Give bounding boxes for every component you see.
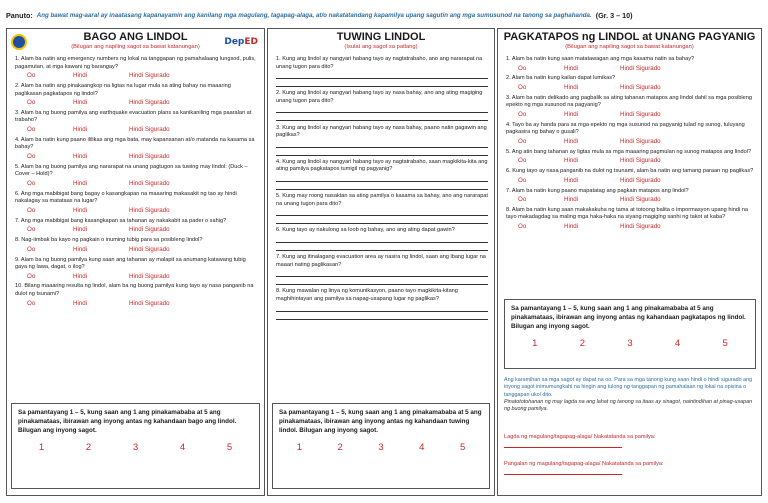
question-text: 6. Ang mga mabibigat bang bagay o kasangkapan na maaaring makasakit ng tao ay hindi nakalagay sa matataas na lugar? xyxy=(15,190,237,205)
answer-option[interactable]: Hindi Sigurado xyxy=(620,110,661,118)
question-text: 3. Kung ang lindol ay nangyari habang tayo ay nasa bahay, paano natin gagawin ang paglikas? xyxy=(276,124,487,139)
answer-option[interactable]: Hindi Sigurado xyxy=(129,152,170,160)
before-question-list xyxy=(7,50,264,308)
answer-option[interactable]: Hindi Sigurado xyxy=(129,206,170,214)
answer-options xyxy=(506,111,755,119)
answer-option[interactable]: Hindi Sigurado xyxy=(129,179,170,187)
question-item xyxy=(276,56,488,87)
question-item xyxy=(15,237,258,254)
answer-note xyxy=(504,377,757,413)
question-item xyxy=(506,95,755,119)
rating-number[interactable]: 3 xyxy=(378,442,384,454)
answer-option[interactable]: Hindi Sigurado xyxy=(620,196,661,204)
rating-number[interactable]: 2 xyxy=(337,442,343,454)
answer-option[interactable]: Hindi Sigurado xyxy=(620,176,661,184)
attestation-text: Pinatototohanan ng may lagda na ang lahat ng tanong sa itaas ay sinagot, naintindihan at pinag-usapan ng buong pamilya. xyxy=(504,398,753,413)
question-text: 4. Tayo ba ay handa para sa mga epekto ng mga susunod na pagyanig tulad ng sunog, tuluyang pagkasira ng bahay o gusali? xyxy=(506,121,745,136)
answer-option[interactable]: Hindi Sigurado xyxy=(620,223,661,231)
answer-options xyxy=(15,300,258,308)
during-subtitle: (Isulat ang sagot sa patlang) xyxy=(344,44,418,50)
answer-options xyxy=(15,72,258,80)
question-text: 3. Alam ba ng buong pamilya ang earthquake evacuation plans sa kanikaniling mga paaralan at trabaho? xyxy=(15,109,252,124)
answer-options xyxy=(506,196,755,204)
question-item xyxy=(506,149,755,166)
answer-option[interactable]: Hindi xyxy=(73,245,88,253)
answer-option[interactable]: Hindi xyxy=(564,110,579,118)
question-text: 2. Alam ba natin kung kailan dapat lumikas? xyxy=(506,75,616,82)
answer-option[interactable]: Hindi Sigurado xyxy=(129,126,170,133)
rating-number[interactable]: 5 xyxy=(722,338,728,350)
question-item xyxy=(15,137,258,161)
question-text: 5. Kung may roong nasaktan sa ating pamilya o kasama sa bahay, ano ang nararapat na unang tugon para dito? xyxy=(276,193,488,207)
question-item xyxy=(276,193,488,224)
after-title: PAGKATAPOS ng LINDOL at UNANG PAGYANIG xyxy=(503,31,756,43)
answer-options xyxy=(15,207,258,215)
question-item xyxy=(276,125,488,156)
answer-options xyxy=(15,226,258,234)
answer-line[interactable] xyxy=(276,313,488,320)
answer-line[interactable] xyxy=(276,175,488,182)
answer-option[interactable]: Oo xyxy=(27,206,36,214)
answer-option[interactable]: Hindi xyxy=(564,64,579,72)
question-item xyxy=(15,110,258,134)
name-label: Pangalan ng magulang/tagapag-alaga/ Nakatatanda sa pamilya: xyxy=(504,461,664,467)
answer-option[interactable]: Oo xyxy=(27,245,36,253)
instructions-text: Ang bawat mag-aaral ay inaatasang kapanayamin ang kanilang mga magulang, tagapag-alaga, at/o nakatatandang kapamilya upang sagutin ang mga sumusunod na tanong sa paghahanda. xyxy=(36,11,592,19)
question-text: 5. Alam ba ng buong pamilya ang nararapat na unang pagtugon sa tuwing may lindol: (Duck – Cover – Hold)? xyxy=(15,163,248,178)
answer-option[interactable]: Oo xyxy=(518,137,527,145)
name-field[interactable] xyxy=(504,461,754,479)
answer-line[interactable] xyxy=(276,106,488,113)
question-item xyxy=(506,207,755,231)
during-rating-box xyxy=(272,403,490,489)
answer-line[interactable] xyxy=(276,114,488,121)
question-item xyxy=(506,56,755,73)
answer-option[interactable]: Oo xyxy=(518,176,527,184)
question-item xyxy=(15,56,258,80)
signature-label: Lagda ng magulang/tagapag-alaga/ Nakatatanda sa pamilya: xyxy=(504,434,656,440)
answer-line[interactable] xyxy=(276,80,488,87)
answer-option[interactable]: Hindi xyxy=(73,152,88,160)
question-item xyxy=(506,188,755,205)
answer-options xyxy=(506,138,755,146)
question-item xyxy=(506,75,755,92)
before-title: BAGO ANG LINDOL xyxy=(83,31,188,43)
question-text: 10. Bilang maaaring resulta ng lindol, alam ba ng buong pamilya kung tayo ay nasa panganib na dulot ng tsunami? xyxy=(15,283,254,298)
answer-option[interactable]: Oo xyxy=(27,126,36,133)
question-text: 4. Alam ba natin kung paano ililikas ang mga bata, may kapansanan at/o matanda na kasama sa bahay? xyxy=(15,136,255,151)
during-rating-scale xyxy=(279,441,483,455)
answer-option[interactable]: Hindi xyxy=(73,226,88,234)
answer-option[interactable]: Hindi Sigurado xyxy=(620,64,661,72)
answer-line[interactable] xyxy=(276,183,488,190)
question-item xyxy=(15,164,258,188)
after-earthquake-section xyxy=(497,28,762,496)
rating-number[interactable]: 2 xyxy=(85,442,92,454)
answer-option[interactable]: Oo xyxy=(27,99,36,107)
answer-option[interactable]: Oo xyxy=(518,83,527,91)
answer-options xyxy=(15,99,258,107)
answer-option[interactable]: Oo xyxy=(518,64,527,72)
before-earthquake-section xyxy=(6,28,265,496)
question-item xyxy=(276,90,488,121)
question-text: 7. Alam ba natin kung paano mapatatag ang pagkain matapos ang lindol? xyxy=(506,187,689,194)
answer-line[interactable] xyxy=(276,149,488,156)
question-item xyxy=(276,254,488,285)
answer-options xyxy=(506,157,755,165)
question-item xyxy=(276,227,488,251)
answer-line[interactable] xyxy=(276,72,488,79)
rating-number[interactable]: 5 xyxy=(459,442,466,454)
answer-option[interactable]: Hindi Sigurado xyxy=(129,272,170,280)
answer-option[interactable]: Oo xyxy=(27,152,36,160)
answer-option[interactable]: Hindi Sigurado xyxy=(129,99,170,107)
before-rating-text: Sa pamantayang 1 – 5, kung saan ang 1 ang pinakamababa at 5 ang pinakamataas, ibirawan ang inyong antas ng kahandaan bago ang lindol. Bilugan ang inyong sagot. xyxy=(18,409,237,435)
question-text: 6. Kung tayo ay nakulong sa loob ng bahay, ano ang ating dapat gawin? xyxy=(276,227,455,234)
answer-note-text: Ang karamihan sa mga sagot ay dapat na oo. Para sa mga tanong kung saan hindi o hindi sigurado ang inyong sagot inimumungkahi na hingin ang tulong ng tanggapan ng pamahalaan ng lokal na opisina o tanggapan ukol dito. xyxy=(504,377,753,398)
rating-number[interactable]: 4 xyxy=(179,442,186,454)
answer-option[interactable]: Hindi xyxy=(564,157,579,165)
answer-option[interactable]: Oo xyxy=(27,72,36,80)
answer-option[interactable]: Hindi xyxy=(73,99,88,107)
answer-option[interactable]: Oo xyxy=(518,157,527,165)
signature-line[interactable] xyxy=(504,442,622,448)
during-title: TUWING LINDOL xyxy=(336,31,426,43)
answer-option[interactable]: Oo xyxy=(27,179,36,187)
rating-number[interactable]: 4 xyxy=(419,442,425,454)
during-earthquake-section xyxy=(267,28,495,496)
question-item xyxy=(15,83,258,107)
question-text: 7. Kung ang itinalagang evacuation area ay nasira ng lindol, saan ang ibang lugar na maaari nating paglikasan? xyxy=(276,254,486,268)
signature-field[interactable] xyxy=(504,434,754,452)
question-text: 3. Alam ba natin delikado ang pagbalik sa ating tahanan matapos ang lindol dahil sa mga posibleng epekto ng mga susunod na pagyanig? xyxy=(506,94,752,109)
answer-option[interactable]: Hindi xyxy=(564,196,579,204)
answer-option[interactable]: Oo xyxy=(518,223,527,231)
answer-option[interactable]: Hindi xyxy=(564,176,579,184)
question-text: 8. Nag-iimbak ba kayo ng pagkain o inuming tubig para sa posibleng lindol? xyxy=(15,237,203,244)
answer-option[interactable]: Hindi Sigurado xyxy=(620,137,661,145)
question-text: 6. Kung tayo ay nasa panganib na dulot ng tsunami, alam ba natin ang tamang paraan ng paglikas? xyxy=(506,168,754,175)
answer-options xyxy=(15,153,258,161)
answer-option[interactable]: Hindi Sigurado xyxy=(620,83,661,91)
after-subtitle: (Bilugan ang napiling sagot sa bawat katanungan) xyxy=(565,44,694,50)
rating-number[interactable]: 3 xyxy=(132,442,139,454)
question-text: 5. Ang atin bang tahanan ay ligtas mula sa mga maaaring pagmulan ng sunog matapos ang lindol? xyxy=(506,148,752,155)
answer-option[interactable]: Oo xyxy=(518,110,527,118)
answer-option[interactable]: Hindi xyxy=(73,272,88,280)
question-item xyxy=(276,159,488,190)
question-text: 1. Kung ang lindol ay nangyari habang tayo ay nagtatrabaho, ano ang nararapat na unang tugon para dito? xyxy=(276,56,483,70)
question-text: 2. Kung ang lindol ay nangyari habang tayo ay nasa bahay, ano ang ating magiging unang tugon para dito? xyxy=(276,90,483,104)
after-rating-scale xyxy=(511,337,749,351)
answer-line[interactable] xyxy=(276,270,488,277)
rating-number[interactable]: 2 xyxy=(579,338,586,350)
rating-number[interactable]: 3 xyxy=(627,338,633,350)
answer-option[interactable]: Hindi Sigurado xyxy=(129,299,170,307)
after-rating-box xyxy=(504,299,756,369)
question-text: 9. Alam ba ng buong pamilya kung saan ang tahanan ay malapit sa anumang katawang tubig gaya ng lawa, dagat, o ilog? xyxy=(15,256,246,271)
question-item xyxy=(15,218,258,235)
question-text: 2. Alam ba natin ang pinakaangkop na ligtas na lugar mula sa ating bahay na maaaring paglikasan pagkatapos ng lindol? xyxy=(15,82,231,97)
question-text: 8. Alam ba natin kung saan makakakuha ng tama at totoong balita o impormasyon upang hindi na tayo makadagdag sa maling mga haka-haka na siyang magiging sanhi ng takot at kaba? xyxy=(506,206,748,221)
answer-option[interactable]: Hindi xyxy=(73,72,88,80)
answer-option[interactable]: Oo xyxy=(27,226,36,234)
answer-options xyxy=(506,177,755,185)
answer-line[interactable] xyxy=(276,209,488,216)
question-item xyxy=(276,288,488,319)
grade-range: (Gr. 3 – 10) xyxy=(595,10,633,20)
answer-option[interactable]: Hindi Sigurado xyxy=(620,157,661,165)
answer-options xyxy=(15,273,258,281)
question-text: 7. Ang mga mabibigat bang kasangkapan sa tahanan ay nakakabit sa pader o sahig? xyxy=(15,217,227,224)
answer-options xyxy=(15,246,258,254)
answer-option[interactable]: Hindi xyxy=(564,137,579,145)
question-text: 8. Kung mawalan ng linya ng komunikasyon, paano tayo magkikita-kitang maghihintayan ang pamilya sa napag-usapang lugar ng paglikas? xyxy=(276,288,458,302)
rating-number[interactable]: 5 xyxy=(226,442,233,454)
instructions-label: Panuto: xyxy=(6,10,33,20)
answer-options xyxy=(15,126,258,134)
question-item xyxy=(15,191,258,215)
deped-seal-icon xyxy=(11,34,27,50)
answer-option[interactable]: Hindi Sigurado xyxy=(129,226,170,234)
answer-option[interactable]: Hindi xyxy=(73,179,88,187)
rating-number[interactable]: 1 xyxy=(296,442,303,454)
deped-seal-logo xyxy=(11,33,27,51)
question-item xyxy=(15,257,258,281)
instructions-header xyxy=(6,6,762,24)
answer-option[interactable]: Hindi xyxy=(564,83,579,91)
during-rating-text: Sa pamantayang 1 – 5, kung saan ang 1 ang pinakamababa at 5 ang pinakamataas, ibirawan ang inyong antas ng kahandaan tuwing lindol. Bilugan ang inyong sagot. xyxy=(279,409,482,435)
rating-number[interactable]: 4 xyxy=(674,338,681,350)
after-question-list xyxy=(498,50,761,231)
deped-wordmark-logo xyxy=(222,33,258,51)
answer-option[interactable]: Hindi xyxy=(564,223,579,231)
question-text: 4. Kung ang lindol ay nangyari habang tayo ay nagtatrabaho, saan magkikita-kita ang ating pamilya pagkatapos tumigil ng pagyanig? xyxy=(276,158,488,173)
rating-number[interactable]: 1 xyxy=(532,338,538,350)
answer-line[interactable] xyxy=(276,305,488,312)
question-text: 1. Alam ba natin kung saan matatawagan ang mga kasama natin sa bahay? xyxy=(506,56,695,62)
answer-options xyxy=(15,180,258,188)
deped-wordmark: DepED xyxy=(224,37,258,47)
answer-line[interactable] xyxy=(276,244,488,251)
answer-option[interactable]: Oo xyxy=(27,299,36,307)
answer-option[interactable]: Oo xyxy=(518,196,527,204)
before-rating-box xyxy=(11,403,260,489)
answer-option[interactable]: Hindi Sigurado xyxy=(129,245,170,253)
answer-options xyxy=(506,84,755,92)
answer-options xyxy=(506,223,755,231)
before-rating-scale xyxy=(18,441,253,455)
question-item xyxy=(506,122,755,146)
answer-line[interactable] xyxy=(276,217,488,224)
during-question-list xyxy=(268,50,494,320)
answer-line[interactable] xyxy=(276,141,488,148)
answer-line[interactable] xyxy=(276,236,488,243)
answer-options xyxy=(506,65,755,73)
answer-line[interactable] xyxy=(276,278,488,285)
question-text: 1. Alam ba natin ang emergency numbers ng lokal na tanggapan ng pamahalaang lungsod, pulis, pagamutan, at mga kawani ng barangay? xyxy=(15,56,256,70)
question-item xyxy=(15,283,258,307)
question-item xyxy=(506,168,755,185)
answer-option[interactable]: Hindi xyxy=(73,126,88,133)
rating-number[interactable]: 1 xyxy=(38,442,45,454)
answer-option[interactable]: Hindi xyxy=(73,299,88,307)
answer-option[interactable]: Hindi Sigurado xyxy=(129,72,170,80)
answer-option[interactable]: Oo xyxy=(27,272,36,280)
answer-option[interactable]: Hindi xyxy=(73,206,88,214)
after-rating-text: Sa pamantayang 1 – 5, kung saan ang 1 ang pinakamababa at 5 ang pinakamataas, ibirawan ang inyong antas ng kahandaan pagkatapos ng lindol. Bilugan ang inyong sagot. xyxy=(511,305,746,331)
before-subtitle: (Bilugan ang napiling sagot sa bawat katanungan) xyxy=(71,44,200,50)
name-line[interactable] xyxy=(504,469,622,475)
